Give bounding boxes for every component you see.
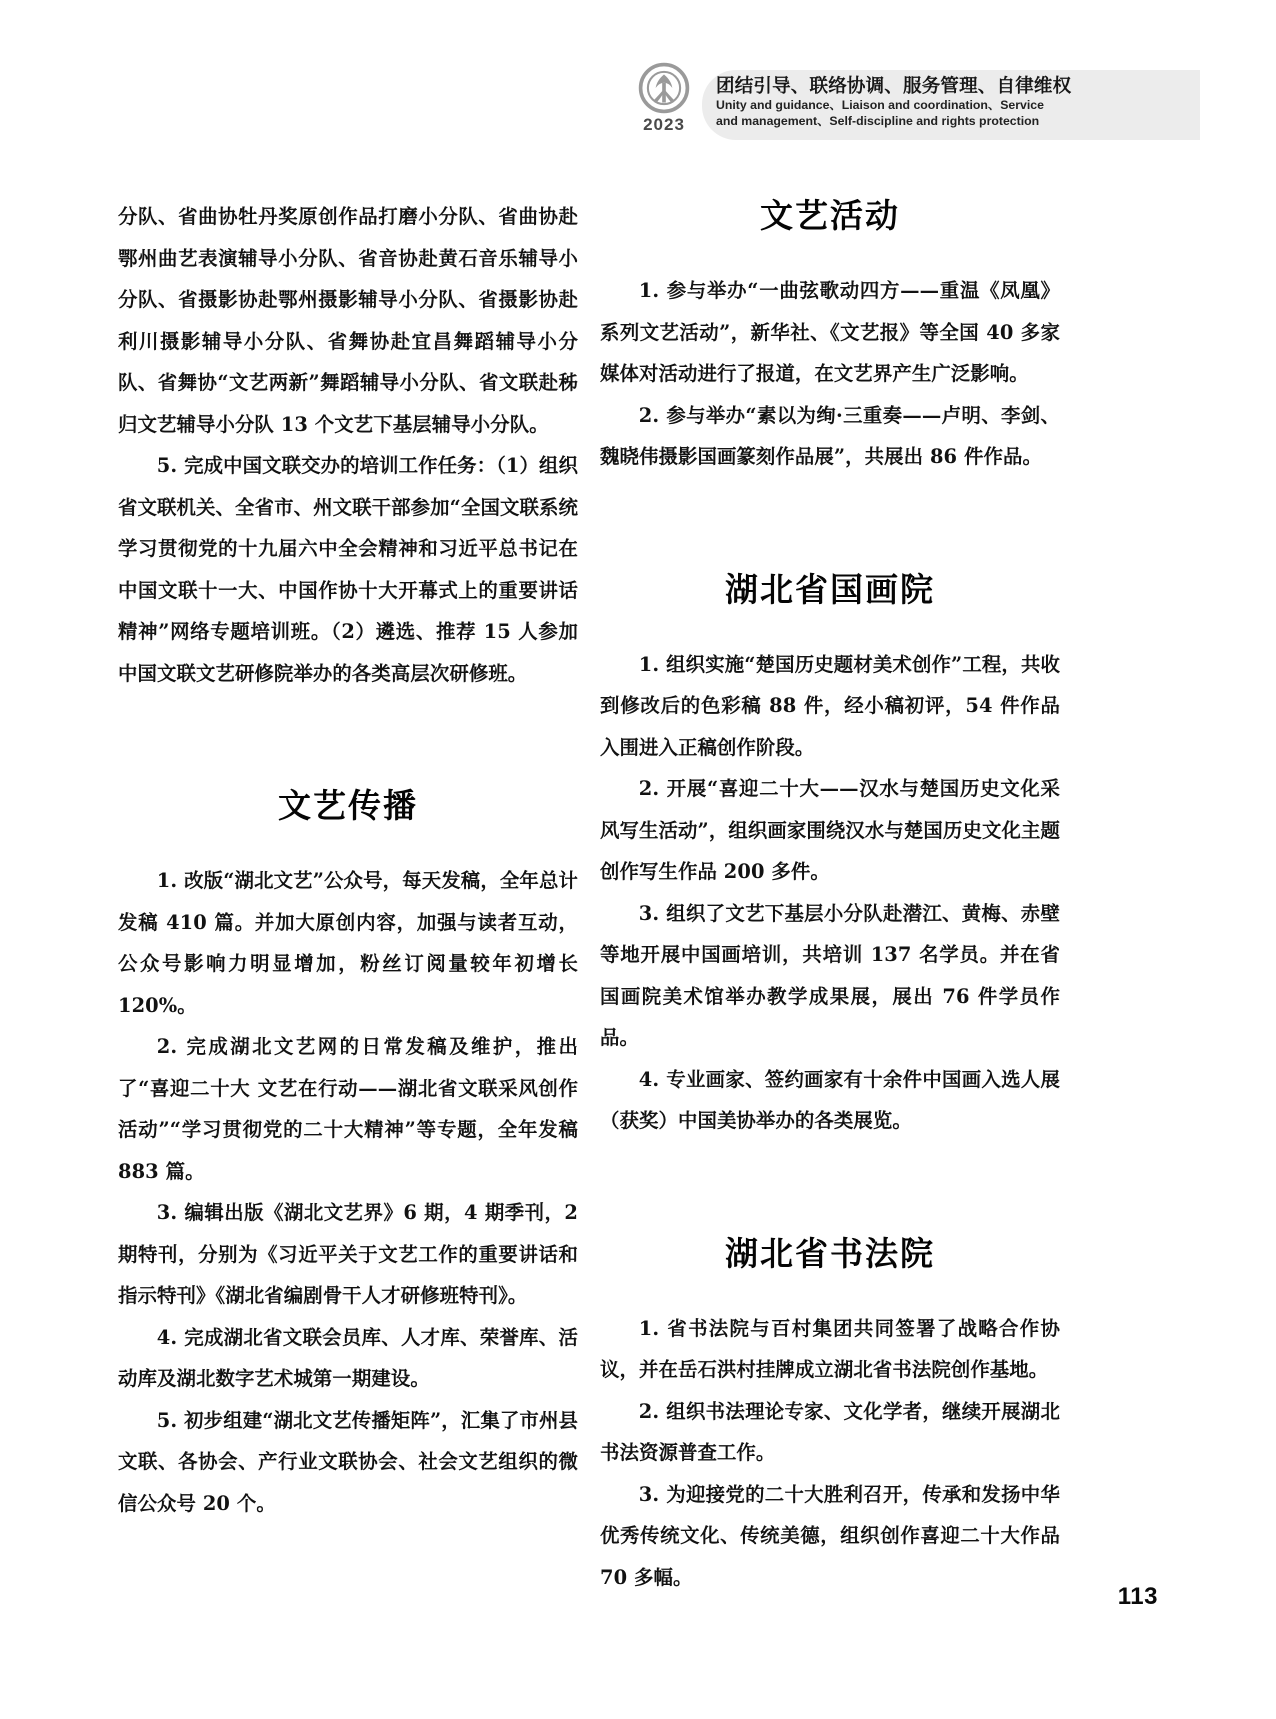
section-title-wenyi-huodong: 文艺活动 bbox=[760, 196, 900, 235]
page-number: 113 bbox=[1117, 1583, 1158, 1610]
paragraph-item: 3. 为迎接党的二十大胜利召开，传承和发扬中华优秀传统文化、传统美德，组织创作喜迎二十大作品 70 多幅。 bbox=[600, 1482, 1060, 1589]
header-slogan bbox=[716, 75, 1136, 129]
paragraph-continued: 分队、省曲协牡丹奖原创作品打磨小分队、省曲协赴鄂州曲艺表演辅导小分队、省音协赴黄石音乐辅导小分队、省摄影协赴鄂州摄影辅导小分队、省摄影协赴利川摄影辅导小分队、省舞协赴宜昌舞蹈辅导小分队、省舞协“文艺两新”舞蹈辅导小分队、省文联赴秭归文艺辅导小分队 13 个文艺下基层辅导小分队。 bbox=[118, 205, 578, 436]
paragraph-item: 1. 参与举办“一曲弦歌动四方——重温《凤凰》系列文艺活动”，新华社、《文艺报》等全国 40 多家媒体对活动进行了报道，在文艺界产生广泛影响。 bbox=[600, 279, 1060, 385]
emblem-year: 2023 bbox=[643, 115, 685, 134]
left-column bbox=[118, 196, 578, 1524]
paragraph-item: 2. 组织书法理论专家、文化学者，继续开展湖北书法资源普查工作。 bbox=[600, 1399, 1060, 1464]
paragraph-item: 1. 改版“湖北文艺”公众号，每天发稿，全年总计发稿 410 篇。并加大原创内容，加强与读者互动，公众号影响力明显增加，粉丝订阅量较年初增长 120%。 bbox=[118, 869, 578, 1017]
paragraph-item: 1. 省书法院与百村集团共同签署了战略合作协议，并在岳石洪村挂牌成立湖北省书法院创作基地。 bbox=[600, 1316, 1060, 1381]
right-column bbox=[600, 196, 1060, 1598]
page-columns bbox=[0, 196, 1276, 1589]
paragraph-item: 2. 开展“喜迎二十大——汉水与楚国历史文化采风写生活动”，组织画家围绕汉水与楚国历史文化主题创作写生作品 200 多件。 bbox=[600, 777, 1060, 883]
header-slogan-en-line1: Unity and guidance、Liaison and coordination、Service bbox=[716, 98, 1044, 112]
section-title-shufayuan: 湖北省书法院 bbox=[725, 1233, 935, 1273]
emblem-block bbox=[628, 62, 700, 146]
section-title-guohuayuan: 湖北省国画院 bbox=[725, 569, 935, 609]
cfla-emblem-icon bbox=[638, 62, 690, 114]
paragraph-item: 2. 参与举办“素以为绚·三重奏——卢明、李剑、魏晓伟摄影国画篆刻作品展”，共展出 86 件作品。 bbox=[600, 403, 1060, 468]
paragraph-item-5: 5. 完成中国文联交办的培训工作任务：（1）组织省文联机关、全省市、州文联干部参加“全国文联系统学习贯彻党的十九届六中全会精神和习近平总书记在中国文联十一大、中国作协十大开幕式上的重要讲话精神”网络专题培训班。（2）遴选、推荐 15 人参加中国文联文艺研修院举办的各类高层次研修班。 bbox=[118, 454, 578, 685]
paragraph-item: 2. 完成湖北文艺网的日常发稿及维护，推出了“喜迎二十大 文艺在行动——湖北省文联采风创作活动”“学习贯彻党的二十大精神”等专题，全年发稿 883 篇。 bbox=[118, 1035, 578, 1183]
page-running-header bbox=[620, 62, 1160, 146]
paragraph-item: 3. 编辑出版《湖北文艺界》6 期，4 期季刊，2 期特刊，分别为《习近平关于文艺工作的重要讲话和指示特刊》《湖北省编剧骨干人才研修班特刊》。 bbox=[118, 1201, 578, 1307]
header-slogan-en-line2: and management、Self-discipline and rights protection bbox=[716, 114, 1040, 128]
header-slogan-cn: 团结引导、联络协调、服务管理、自律维权 bbox=[716, 75, 1072, 96]
paragraph-item: 4. 完成湖北省文联会员库、人才库、荣誉库、活动库及湖北数字艺术城第一期建设。 bbox=[118, 1325, 578, 1390]
paragraph-item: 1. 组织实施“楚国历史题材美术创作”工程，共收到修改后的色彩稿 88 件，经小稿初评，54 件作品入围进入正稿创作阶段。 bbox=[600, 652, 1060, 759]
paragraph-item: 4. 专业画家、签约画家有十余件中国画入选人展（获奖）中国美协举办的各类展览。 bbox=[600, 1067, 1060, 1132]
paragraph-item: 5. 初步组建“湖北文艺传播矩阵”，汇集了市州县文联、各协会、产行业文联协会、社会文艺组织的微信公众号 20 个。 bbox=[118, 1408, 578, 1515]
section-title-wenyi-chuanbo: 文艺传播 bbox=[278, 786, 418, 825]
paragraph-item: 3. 组织了文艺下基层小分队赴潜江、黄梅、赤壁等地开展中国画培训，共培训 137 名学员。并在省国画院美术馆举办教学成果展，展出 76 件学员作品。 bbox=[600, 901, 1060, 1049]
